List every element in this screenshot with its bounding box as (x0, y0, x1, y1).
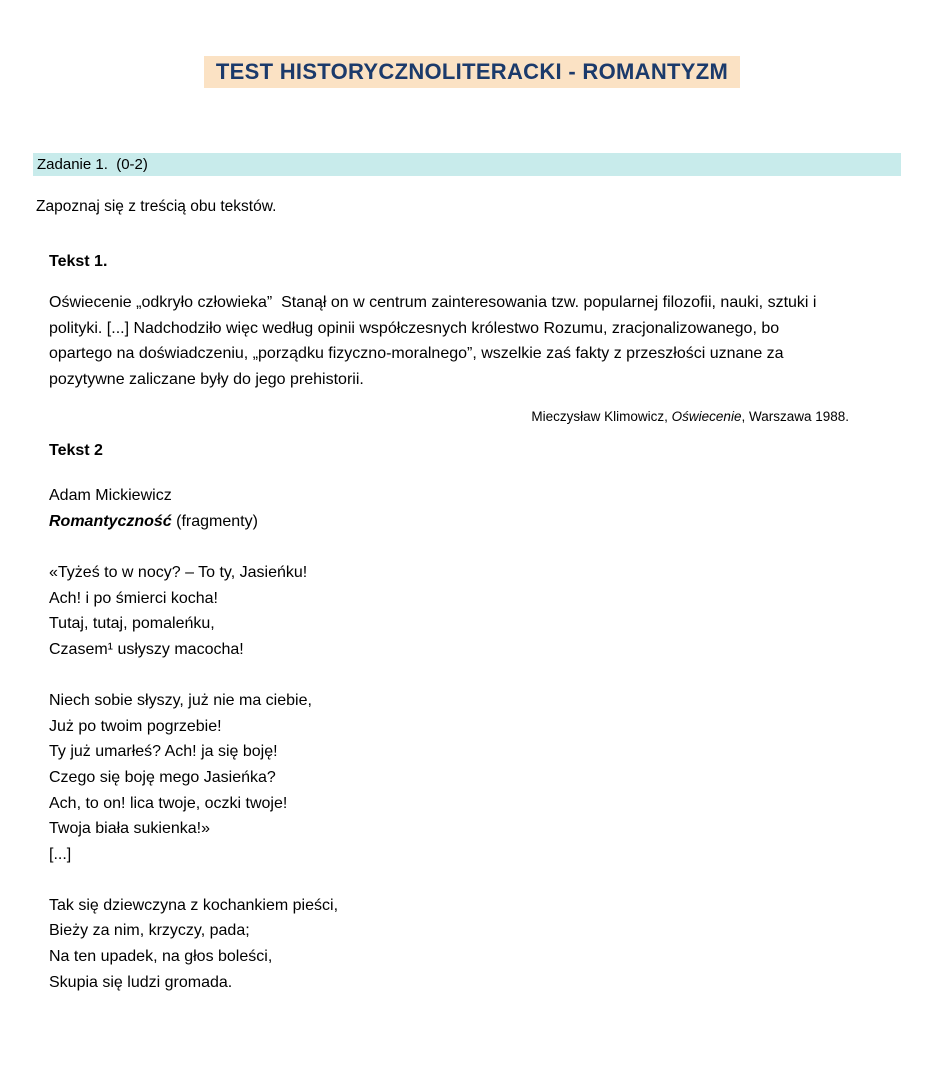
poem-stanza (49, 893, 849, 995)
page-title-text: TEST HISTORYCZNOLITERACKI - ROMANTYZM (204, 56, 740, 88)
task-header: Zadanie 1. (0-2) (33, 153, 901, 176)
poem-work-suffix: (fragmenty) (171, 512, 258, 530)
text2-heading: Tekst 2 (49, 442, 103, 460)
poem-line: Ty już umarłeś? Ach! ja się boję! (49, 743, 278, 761)
poem-line: Już po twoim pogrzebie! (49, 717, 222, 735)
poem-line: Tak się dziewczyna z kochankiem pieści, (49, 896, 339, 914)
poem-line: «Tyżeś to w nocy? – To ty, Jasieńku! (49, 564, 308, 582)
text1-heading: Tekst 1. (49, 253, 108, 270)
task-instruction: Zapoznaj się z treścią obu tekstów. (36, 198, 277, 215)
poem-line: Skupia się ludzi gromada. (49, 973, 233, 991)
poem-stanza (49, 560, 849, 662)
poem-line: Twoja biała sukienka!» (49, 820, 210, 838)
poem-title-line (49, 509, 849, 535)
document-page (0, 56, 944, 995)
poem-line: Bieży za nim, krzyczy, pada; (49, 922, 250, 940)
attribution-work-title: Oświecenie (671, 409, 742, 425)
poem-line: Niech sobie słyszy, już nie ma ciebie, (49, 692, 312, 710)
text1-paragraph: Oświecenie „odkryło człowieka” Stanął on w centrum zainteresowania tzw. popularnej filozofii, nauki, sztuki i polityki. [...] Nadchodziło więc według opinii współczesnych królestwo Rozumu, zracjonalizowanego, bo opartego na doświadczeniu, „porządku fizyczno-moralnego”, wszelkie zaś fakty z przeszłości uznane za pozytywne zaliczane były do jego prehistorii. (49, 294, 821, 388)
poem-line: Ach, to on! lica twoje, oczki twoje! (49, 794, 288, 812)
poem-stanza (49, 688, 849, 867)
poem (49, 560, 849, 995)
attribution-author: Mieczysław Klimowicz, (531, 409, 672, 425)
poem-line: Czego się boję mego Jasieńka? (49, 768, 276, 786)
page-title (0, 56, 944, 88)
text1-attribution (49, 408, 849, 425)
poem-line: [...] (49, 845, 72, 863)
attribution-place-year: , Warszawa 1988. (741, 409, 849, 425)
poem-line: Tutaj, tutaj, pomaleńku, (49, 615, 215, 633)
poem-work-title: Romantyczność (49, 512, 172, 530)
poem-line: Na ten upadek, na głos boleści, (49, 948, 273, 966)
texts-section (49, 252, 849, 995)
poem-line: Czasem¹ usłyszy macocha! (49, 640, 244, 658)
poem-author: Adam Mickiewicz (49, 487, 172, 505)
poem-head (49, 483, 849, 534)
poem-line: Ach! i po śmierci kocha! (49, 589, 218, 607)
page-header (0, 56, 944, 88)
